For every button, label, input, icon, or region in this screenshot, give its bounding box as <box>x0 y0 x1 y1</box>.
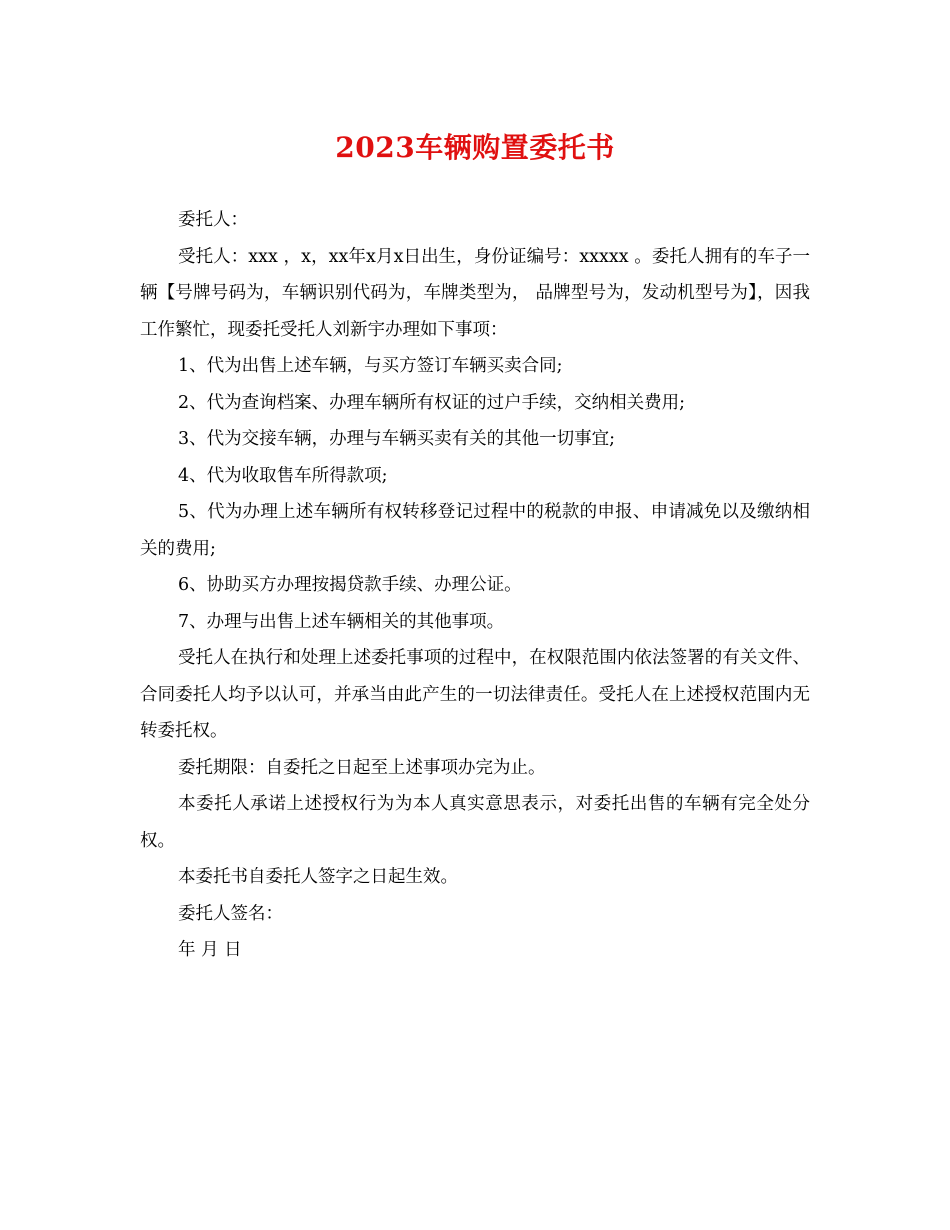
date-line: 年 月 日 <box>178 940 242 960</box>
paragraph-responsibility: 受托人在执行和处理上述委托事项的过程中，在权限范围内依法签署的有关文件、合同委托人均予以认可，并承当由此产生的一切法律责任。受托人在上述授权范围内无转委托权。 <box>140 648 810 741</box>
list-item-4: 4、代为收取售车所得款项; <box>178 465 388 486</box>
list-item-2: 2、代为查询档案、办理车辆所有权证的过户手续，交纳相关费用; <box>178 392 686 413</box>
paragraph-effective: 本委托书自委托人签字之日起生效。 <box>178 867 458 887</box>
document-title: 2023车辆购置委托书 <box>335 131 615 164</box>
signature-line: 委托人签名： <box>178 903 283 924</box>
list-item-7: 7、办理与出售上述车辆相关的其他事项。 <box>178 611 505 632</box>
list-item-5: 5、代为办理上述车辆所有权转移登记过程中的税款的申报、申请减免以及缴纳相关的费用; <box>140 502 810 559</box>
document-body <box>140 202 810 969</box>
paragraph-term: 委托期限：自委托之日起至上述事项办完为止。 <box>178 757 546 778</box>
list-item-3: 3、代为交接车辆，办理与车辆买卖有关的其他一切事宜; <box>178 429 616 449</box>
list-item-6: 6、协助买方办理按揭贷款手续、办理公证。 <box>178 575 522 595</box>
list-item-1: 1、代为出售上述车辆，与买方签订车辆买卖合同; <box>178 356 563 376</box>
paragraph-commitment: 本委托人承诺上述授权行为为本人真实意思表示，对委托出售的车辆有完全处分权。 <box>140 794 810 851</box>
paragraph-agent-info: 受托人：xxx ，x，xx年x月x日出生，身份证编号：xxxxx 。委托人拥有的车子一辆【号牌号码为，车辆识别代码为，车牌类型为， 品牌型号为，发动机型号为】，因我工作繁忙，现委托受托人刘新宇办理如下事项： <box>140 246 810 340</box>
paragraph-principal: 委托人： <box>178 210 248 230</box>
